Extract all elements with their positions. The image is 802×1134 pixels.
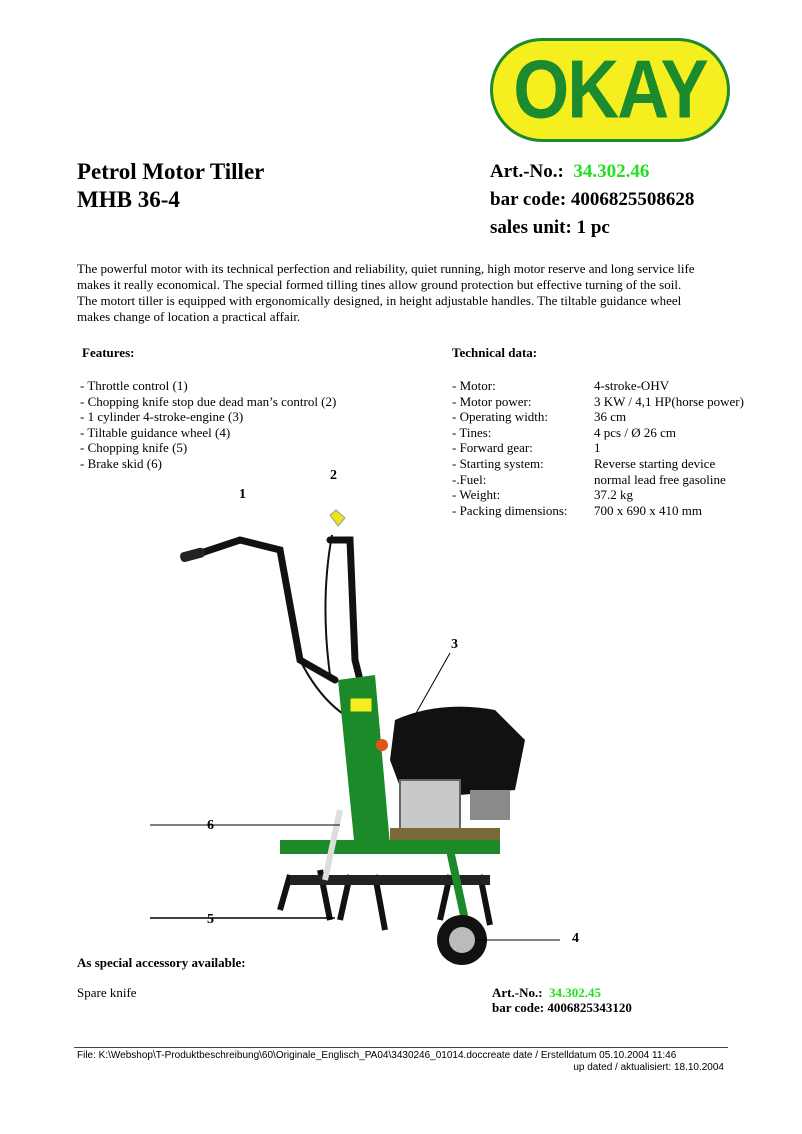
tech-label: - Motor power: xyxy=(452,393,532,409)
accessory-heading: As special accessory available: xyxy=(77,955,246,970)
intro-line: makes change of location a practical affair. xyxy=(77,309,301,324)
tech-value: 700 x 690 x 410 mm xyxy=(594,502,702,518)
tech-label: - Operating width: xyxy=(452,409,549,425)
accessory-barcode-line xyxy=(492,1000,632,1015)
feature-item: - Chopping knife stop due dead man’s control (2) xyxy=(80,393,337,409)
tech-row xyxy=(452,378,744,394)
callout-line-3 xyxy=(415,653,450,715)
product-title-line1: Petrol Motor Tiller xyxy=(77,159,265,184)
art-no-value: 34.302.46 xyxy=(573,161,650,182)
tiller-illustration xyxy=(150,480,570,980)
okay-logo xyxy=(490,38,730,142)
feature-item: - Chopping knife (5) xyxy=(80,440,188,456)
features-heading: Features: xyxy=(82,345,135,360)
tech-value: Reverse starting device xyxy=(594,455,716,471)
feature-item: - 1 cylinder 4-stroke-engine (3) xyxy=(80,409,244,425)
barcode-line xyxy=(490,186,694,214)
footer xyxy=(77,1050,724,1074)
tech-label: -.Fuel: xyxy=(452,471,487,487)
art-no-line xyxy=(490,158,694,186)
product-title xyxy=(77,158,264,214)
callout-3: 3 xyxy=(451,637,458,652)
sales-unit-value: 1 pc xyxy=(576,217,610,238)
callout-2: 2 xyxy=(330,468,337,483)
accessory-barcode-label: bar code: xyxy=(492,1000,545,1015)
tech-row xyxy=(452,456,744,472)
accessory-article xyxy=(492,985,632,1015)
tech-label: - Forward gear: xyxy=(452,440,533,456)
accessory-art-label: Art.-No.: xyxy=(492,985,543,1000)
tech-value: 3 KW / 4,1 HP(horse power) xyxy=(594,393,744,409)
tech-label: - Motor: xyxy=(452,378,496,393)
article-info xyxy=(490,158,694,242)
barcode-value: 4006825508628 xyxy=(570,189,695,210)
footer-divider xyxy=(74,1047,728,1048)
tech-value: 4-stroke-OHV xyxy=(594,378,670,393)
sales-unit-label: sales unit: xyxy=(490,217,572,238)
tech-value: 36 cm xyxy=(594,409,627,425)
tech-value: 4 pcs / Ø 26 cm xyxy=(594,424,676,440)
callout-5: 5 xyxy=(207,912,214,927)
technical-heading: Technical data: xyxy=(452,345,538,360)
tech-row xyxy=(452,394,744,410)
tech-value: 37.2 kg xyxy=(594,487,633,503)
intro-line: The motort tiller is equipped with ergonomically designed, in height adjustable handles. The tiltable guidance wheel xyxy=(77,293,682,308)
tech-value: normal lead free gasoline xyxy=(594,471,726,487)
intro-paragraph xyxy=(77,261,727,325)
features-list xyxy=(80,378,336,472)
barcode-label: bar code: xyxy=(490,189,567,210)
feature-item: - Throttle control (1) xyxy=(80,378,188,393)
intro-line: The powerful motor with its technical perfection and reliability, quiet running, high motor reserve and long service life xyxy=(77,261,695,276)
feature-item: - Tiltable guidance wheel (4) xyxy=(80,424,231,440)
callout-1: 1 xyxy=(239,487,246,502)
tech-row xyxy=(452,409,744,425)
tech-label: - Tines: xyxy=(452,424,492,440)
tech-row xyxy=(452,440,744,456)
product-title-line2: MHB 36-4 xyxy=(77,187,180,212)
accessory-barcode-value: 4006825343120 xyxy=(547,1000,632,1015)
tech-label: - Weight: xyxy=(452,487,501,503)
footer-update-line: up dated / aktualisiert: 18.10.2004 xyxy=(573,1062,724,1073)
accessory-item: Spare knife xyxy=(77,985,137,1000)
tech-label: - Packing dimensions: xyxy=(452,502,568,518)
callout-6: 6 xyxy=(207,818,214,833)
intro-line: makes it really economical. The special formed tilling tines allow ground protection but effective turning of the soil. xyxy=(77,277,682,292)
accessory-art-value: 34.302.45 xyxy=(549,985,602,1000)
sales-unit-line xyxy=(490,214,694,242)
tech-label: - Starting system: xyxy=(452,455,544,471)
accessory-art-line xyxy=(492,985,632,1000)
feature-item: - Brake skid (6) xyxy=(80,455,162,471)
callout-4: 4 xyxy=(572,931,579,946)
footer-file-line: File: K:\Webshop\T-Produktbeschreibung\60\Originale_Englisch_PA04\3430246_01014.doccreate date / Erstelldatum 05.10.2004 11:46 xyxy=(77,1050,677,1061)
tech-row xyxy=(452,425,744,441)
art-no-label: Art.-No.: xyxy=(490,161,564,182)
logo-text: OKAY xyxy=(513,44,707,137)
tech-value: 1 xyxy=(594,440,601,456)
